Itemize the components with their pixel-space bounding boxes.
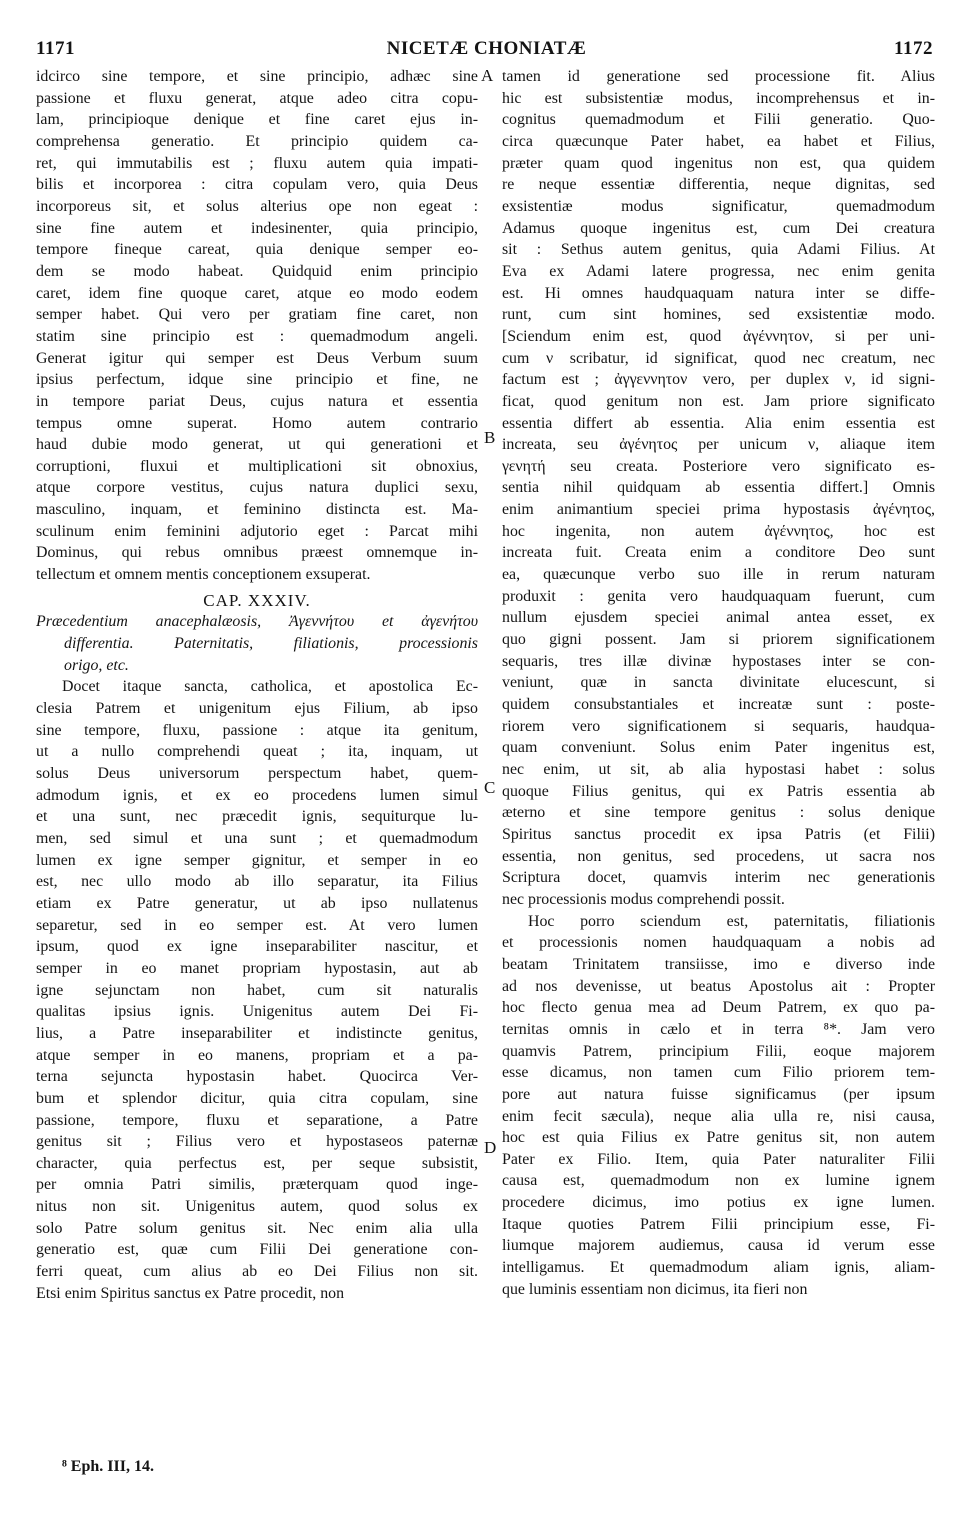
text-line: atque semper in eo manens, propriam et a pa- bbox=[36, 1046, 478, 1064]
text-line: in tempore pariat Deus, cujus natura et essentia bbox=[36, 392, 478, 410]
margin-letter-a: A bbox=[481, 66, 494, 85]
text-line: haud dubie modo generat, ut qui generationi et bbox=[36, 436, 478, 454]
left-intro-text bbox=[36, 66, 478, 586]
margin-letter-c: C bbox=[484, 778, 496, 797]
text-line: masculino, inquam, et feminino distincta est. Ma- bbox=[36, 501, 478, 519]
text-line: ipsum, quod ex igne inseparabiliter nascitur, et bbox=[36, 938, 478, 956]
text-line: lumen ex igne semper gignitur, et semper in eo bbox=[36, 851, 478, 869]
text-line: Dominus, qui rebus omnibus præest omnemque in- bbox=[36, 544, 478, 562]
text-line: quo gigni possent. Jam si priorem significationem bbox=[502, 631, 935, 649]
text-line: essentia, non genitus, sed procedens, ut sacra nos bbox=[502, 847, 935, 865]
text-line: terna sejuncta hypostasin habet. Quocirca Ver- bbox=[36, 1068, 478, 1086]
text-line: que luminis essentiam non dicimus, ita fieri non bbox=[502, 1280, 808, 1298]
text-line: sine tempore, fluxu, passione : atque ita genitum, bbox=[36, 721, 478, 739]
text-line: genitus sit ; Filius vero et hypostaseos paternæ bbox=[36, 1133, 478, 1151]
text-line: solo Patre solum genitus sit. Nec enim alia ulla bbox=[36, 1219, 478, 1237]
right-text-part2 bbox=[502, 911, 935, 1301]
text-line: quidem consubstantiales et increatæ sunt : poste- bbox=[502, 696, 935, 714]
left-column bbox=[36, 66, 478, 1304]
text-line: factum est ; ἀγγεννητον vero, per duplex ν, id signi- bbox=[502, 371, 935, 389]
text-line: Pater ex Filio. Item, quia Pater naturaliter Filii bbox=[502, 1150, 935, 1168]
text-line: riorem vero significationem si sequaris, haudqua- bbox=[502, 717, 935, 735]
text-line: admodum ignis, et ex eo procedens lumen simul bbox=[36, 786, 478, 804]
text-line: et una sunt, nec præcedit ignis, sequiturque lu- bbox=[36, 808, 478, 826]
right-page-number: 1172 bbox=[894, 38, 933, 59]
text-line: dem se modo habeat. Quidquid enim principio bbox=[36, 262, 478, 280]
text-line: sculinum enim feminini adjutorio eget : Parcat mihi bbox=[36, 522, 478, 540]
text-line: Spiritus sanctus procedit ex ipsa Patris (et Filii) bbox=[502, 825, 935, 843]
text-line: semper habet. Qui vero per gratiam fine caret, non bbox=[36, 306, 478, 324]
text-line: veniunt, quæ in sancta divinitate elucescunt, si bbox=[502, 674, 935, 692]
text-line: ficat, quod genitum non est. Jam priore significato bbox=[502, 392, 935, 410]
text-line: separetur, sed in eo semper est. At vero lumen bbox=[36, 916, 478, 934]
text-line: sine fine autem et indesinenter, quia principio, bbox=[36, 219, 478, 237]
text-line: ipsius perfectum, idque sine principio et fine, ne bbox=[36, 371, 478, 389]
text-line: Hoc porro sciendum est, paternitatis, filiationis bbox=[528, 912, 935, 930]
right-text-part1 bbox=[502, 66, 935, 911]
text-line: hic est subsistentiæ modus, incomprehensus et in- bbox=[502, 89, 935, 107]
text-line: idcirco sine tempore, et sine principio, adhæc sine bbox=[36, 68, 478, 85]
text-line: ferri queat, cum alius ab eo Dei Filius non sit. bbox=[36, 1263, 478, 1281]
text-line: ut a nullo comprehendi queat ; ita, inquam, ut bbox=[36, 743, 478, 761]
text-line: essentia differt ab essentia. Alia enim essentia est bbox=[502, 414, 935, 432]
text-line: enim animantium speciei prima hypostasis ἀγένητος, bbox=[502, 501, 935, 519]
text-line: generatio est, quæ cum Filii Dei generatione con- bbox=[36, 1241, 478, 1259]
text-line: nec enim, ut sit, ab alia hypostasi habet : solus bbox=[502, 761, 935, 778]
text-line: hoc flecto genua mea ad Deum Patrem, ex quo pa- bbox=[502, 999, 935, 1017]
chapter-title: CAP. XXXIV. bbox=[203, 590, 311, 610]
text-line: bum et splendor dicitur, quia citra copulam, sine bbox=[36, 1089, 478, 1107]
text-line: origo, etc. bbox=[64, 656, 129, 674]
text-line: præter quam quod ingenitus non est, qua quidem bbox=[502, 154, 935, 172]
text-line: quoque Filius genitus, qui ex Patris essentia ab bbox=[502, 782, 935, 800]
text-line: incorporeus sit, et solus alterius ope non egeat : bbox=[36, 197, 478, 215]
text-line: igne sejunctam non habet, cum sit naturalis bbox=[36, 981, 478, 999]
text-line: produxit : genita vero haudquaquam fuerunt, cum bbox=[502, 587, 935, 605]
text-line: ad nos devenisse, ut beatus Apostolus ait : Propter bbox=[502, 977, 935, 995]
text-line: quamvis Patrem, principium Filii, eoque majorem bbox=[502, 1042, 935, 1060]
text-line: tellectum et omnem mentis conceptionem exsuperat. bbox=[36, 566, 371, 584]
running-title: NICETÆ CHONIATÆ bbox=[386, 38, 587, 59]
text-line: cognitus quemadmodum et Filii generatio. Quo- bbox=[502, 111, 935, 129]
text-line: hoc est quia Filius ex Patre genitus sit, non autem bbox=[502, 1129, 935, 1147]
text-line: Adamus quoque ingenitus est, cum Dei creatura bbox=[502, 219, 935, 237]
text-line: caret, idem fine quoque caret, atque eo modo eodem bbox=[36, 284, 478, 302]
text-line: causa est, quemadmodum non ex lumine ignem bbox=[502, 1172, 935, 1190]
text-line: tempore fineque careat, quia denique semper eo- bbox=[36, 241, 478, 259]
text-line: est, nec ullo modo ab illo separatur, ita Filius bbox=[36, 873, 478, 891]
text-line: per omnia Patri similis, præterquam quod inge- bbox=[36, 1176, 478, 1194]
text-line: men, sed simul et una sunt ; et quemadmodum bbox=[36, 829, 478, 847]
text-line: etiam ex Patre generatur, ut ab ipso nullatenus bbox=[36, 894, 478, 912]
text-line: exsistentiæ modus significatur, quemadmodum bbox=[502, 197, 935, 215]
text-line: γενητή seu creata. Posteriore vero significato es- bbox=[502, 457, 935, 475]
text-line: Etsi enim Spiritus sanctus ex Patre procedit, non bbox=[36, 1284, 345, 1302]
text-line: character, quia perfectus est, per seque subsistit, bbox=[36, 1154, 478, 1172]
text-line: corruptioni, fluxui et multiplicationi sit obnoxius, bbox=[36, 457, 478, 475]
text-line: sit : Sethus autem genitus, quia Adami Filius. At bbox=[502, 241, 935, 259]
text-line: sequaris, tres illæ divinæ hypostases inter se con- bbox=[502, 652, 935, 670]
text-line: increata fuit. Creata enim a conditore Deo sunt bbox=[502, 544, 935, 562]
text-line: runt, cum sint homines, sed exsistentiæ modo. bbox=[502, 306, 935, 324]
text-line: ternitas omnis in cælo et in terra ⁸*. Jam vero bbox=[502, 1020, 935, 1038]
right-column bbox=[502, 66, 935, 1300]
text-line: comprehensa generatio. Et principio quidem ca- bbox=[36, 132, 478, 150]
text-line: circa quæcunque Pater habet, ea habet et Filius, bbox=[502, 132, 935, 150]
text-line: Scriptura docet, quamvis interim nec generationis bbox=[502, 869, 935, 887]
text-line: tamen id generatione sed processione fit. Alius bbox=[502, 68, 935, 85]
text-line: Præcedentium anacephalæosis, Ἀγεννήτου et ἀγενήτου bbox=[36, 613, 478, 631]
text-line: qualitas ipsius ignis. Unigenitus autem Dei Fi- bbox=[36, 1003, 478, 1021]
text-line: liumque majorem audiemus, causa id verum esse bbox=[502, 1237, 935, 1255]
text-line: Generat igitur qui semper est Deus Verbum suum bbox=[36, 349, 478, 367]
text-line: solus Deus universorum perspectum habet, quem- bbox=[36, 765, 478, 782]
text-line: bilis et incorporea : citra copulam vero, quia Deus bbox=[36, 176, 478, 194]
text-line: æterno et sine tempore genitus : solus denique bbox=[502, 804, 935, 822]
text-line: nitus non sit. Unigenitus autem, quod solus ex bbox=[36, 1198, 478, 1216]
text-line: procedere dicimus, imo potius ex igne lumen. bbox=[502, 1194, 935, 1212]
text-line: esse dicamus, non tamen cum Filio priorem tem- bbox=[502, 1064, 935, 1082]
margin-letter-d: D bbox=[484, 1138, 497, 1157]
text-line: Docet itaque sancta, catholica, et apostolica Ec- bbox=[62, 678, 478, 696]
text-line: nec processionis modus comprehendi possit. bbox=[502, 890, 785, 908]
text-line: increata, seu ἀγένητος per unicum ν, aliaque item bbox=[502, 436, 935, 454]
chapter-summary bbox=[36, 611, 478, 676]
text-line: ret, qui immutabilis est ; fluxu autem quia impati- bbox=[36, 154, 478, 172]
text-line: hoc ingenita, non autem ἀγέννητος, hoc est bbox=[502, 522, 935, 540]
text-line: atque corpore vestitus, cujus natura duplici sexu, bbox=[36, 479, 478, 497]
text-line: tempus omne superat. Homo autem contrario bbox=[36, 414, 478, 432]
text-line: [Sciendum enim est, quod ἀγέννητον, si per uni- bbox=[502, 327, 935, 345]
text-line: nullum ejusdem speciei animal antea esset, ex bbox=[502, 609, 935, 627]
text-line: enim fecit sæcula), neque alia ulla re, nisi causa, bbox=[502, 1107, 935, 1125]
text-line: cum ν scribatur, id significat, quod nec creatum, nec bbox=[502, 349, 935, 367]
left-page-number: 1171 bbox=[36, 38, 75, 59]
text-line: semper in eo manet propriam hypostasin, aut ab bbox=[36, 959, 478, 977]
text-line: Eva ex Adami latere progressa, nec enim genita bbox=[502, 262, 935, 280]
left-body-text bbox=[36, 676, 478, 1304]
text-line: pore aut natura fuisse significamus (per ipsum bbox=[502, 1085, 935, 1103]
footnote: ⁸ Eph. III, 14. bbox=[62, 1458, 154, 1475]
text-line: sentia nihil quidquam ab essentia differt.] Omnis bbox=[502, 479, 935, 497]
text-line: Itaque quoties Patrem Filii principium esse, Fi- bbox=[502, 1215, 935, 1233]
text-line: quam conveniunt. Solus enim Pater ingenitus est, bbox=[502, 739, 935, 757]
text-line: et processionis nomen haudquaquam a nobis ad bbox=[502, 934, 935, 952]
text-line: re neque essentiæ differentia, neque dignitas, sed bbox=[502, 176, 935, 194]
text-line: beatam Trinitatem transiisse, imo e diverso inde bbox=[502, 955, 935, 973]
text-line: clesia Patrem et unigenitum ejus Filium, ab ipso bbox=[36, 700, 478, 718]
text-line: statim sine principio est : quemadmodum angeli. bbox=[36, 327, 478, 345]
margin-letter-b: B bbox=[484, 428, 496, 447]
text-line: passione et fluxu generat, atque adeo citra copu- bbox=[36, 89, 478, 107]
text-line: intelligamus. Et quemadmodum aliam ignis, aliam- bbox=[502, 1259, 935, 1277]
text-line: lam, principioque denique et fine caret ejus in- bbox=[36, 111, 478, 129]
text-line: differentia. Paternitatis, filiationis, processionis bbox=[64, 635, 478, 653]
text-line: ea, quæcunque verbo suo ille in rerum naturam bbox=[502, 566, 935, 584]
text-line: lius, a Patre inseparabiliter et indistincte genitus, bbox=[36, 1024, 478, 1042]
text-line: est. Hi omnes haudquaquam natura inter se diffe- bbox=[502, 284, 935, 302]
text-line: passione, tempore, fluxu et separatione, a Patre bbox=[36, 1111, 478, 1129]
